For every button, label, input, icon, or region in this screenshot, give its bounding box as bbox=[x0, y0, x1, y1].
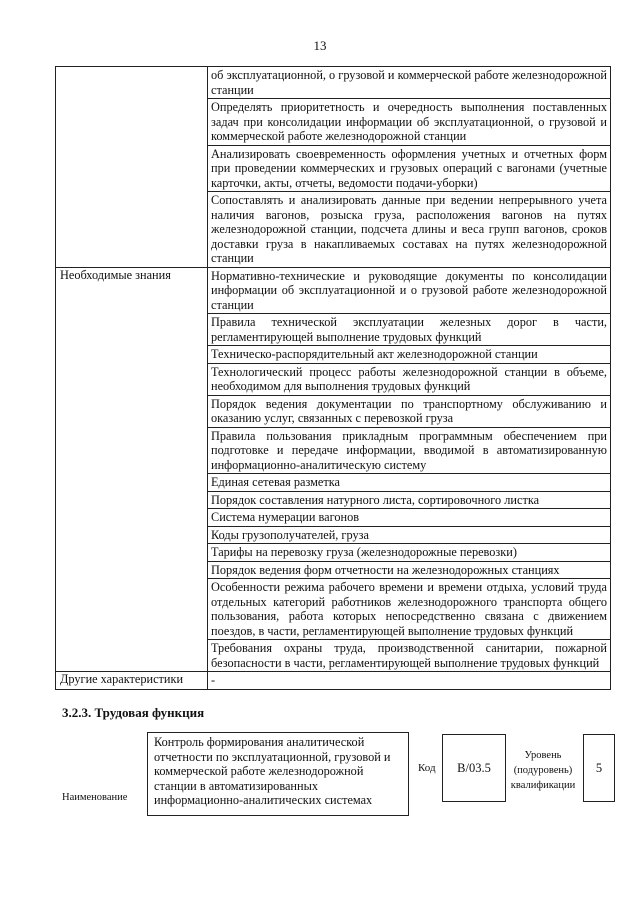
row-description-cell: Тарифы на перевозку груза (железнодорожные перевозки) bbox=[208, 544, 611, 562]
competency-table bbox=[55, 66, 611, 690]
row-description-cell: Анализировать своевременность оформления учетных и отчетных форм при проведении коммерческих и грузовых операций с вагонами (учетные карточки, акты, отчеты, ведомости подачи-уборки) bbox=[208, 145, 611, 192]
function-code-label: Код bbox=[418, 762, 436, 774]
function-name-box: Контроль формирования аналитической отчетности по эксплуатационной, грузовой и коммерческой работе железнодорожной станции в автоматизированных информационно-аналитических системах bbox=[147, 732, 409, 816]
table-row bbox=[56, 672, 611, 690]
row-description-cell: Особенности режима рабочего времени и времени отдыха, условий труда отдельных категорий работников железнодорожного транспорта общего пользования, работа которых непосредственно связана с движением поездов, в части, регламентирующей выполнение трудовых функций bbox=[208, 579, 611, 640]
row-description-cell: Сопоставлять и анализировать данные при ведении непрерывного учета наличия вагонов, розыска груза, расположения вагонов на путях железнодорожной станции, подсчета длины и веса групп вагонов, сроков доставки груза в накапливаемых составах на путях железнодорожной станции bbox=[208, 192, 611, 268]
row-label-cell: Необходимые знания bbox=[56, 267, 208, 672]
row-description-cell: Единая сетевая разметка bbox=[208, 474, 611, 492]
function-code-box: B/03.5 bbox=[442, 734, 506, 802]
row-description-cell: Нормативно-технические и руководящие документы по консолидации информации об эксплуатационной и о грузовой работе железнодорожной станции bbox=[208, 267, 611, 314]
row-description-cell: Правила пользования прикладным программным обеспечением при подготовке и передаче информации, вводимой в автоматизированную информационно-аналитическую систему bbox=[208, 427, 611, 474]
function-name-label: Наименование bbox=[62, 792, 128, 803]
row-description-cell: Правила технической эксплуатации железных дорог в части, регламентирующей выполнение трудовых функций bbox=[208, 314, 611, 346]
row-label-cell bbox=[56, 67, 208, 268]
section-heading: 3.2.3. Трудовая функция bbox=[62, 705, 205, 720]
qualification-level-label: Уровень (подуровень) квалификации bbox=[510, 750, 576, 791]
row-description-cell: Порядок составления натурного листа, сортировочного листка bbox=[208, 491, 611, 509]
row-description-cell: Порядок ведения документации по транспортному обслуживанию и оказанию услуг, связанных с перевозкой груза bbox=[208, 395, 611, 427]
row-description-cell: об эксплуатационной, о грузовой и коммерческой работе железнодорожной станции bbox=[208, 67, 611, 99]
row-description-cell: Система нумерации вагонов bbox=[208, 509, 611, 527]
row-description-cell: Технологический процесс работы железнодорожной станции в объеме, необходимом для выполнения трудовых функций bbox=[208, 363, 611, 395]
table-row bbox=[56, 67, 611, 99]
row-description-cell: Определять приоритетность и очередность выполнения поставленных задач при консолидации информации об эксплуатационной, о грузовой и коммерческой работе железнодорожной станции bbox=[208, 99, 611, 146]
page-number: 13 bbox=[313, 38, 327, 53]
row-label-cell: Другие характеристики bbox=[56, 672, 208, 690]
table-row bbox=[56, 267, 611, 314]
qualification-level-box: 5 bbox=[583, 734, 615, 802]
row-description-cell: Требования охраны труда, производственной санитарии, пожарной безопасности в части, регламентирующей выполнение трудовых функций bbox=[208, 640, 611, 672]
row-description-cell: Порядок ведения форм отчетности на железнодорожных станциях bbox=[208, 561, 611, 579]
row-description-cell: Коды грузополучателей, груза bbox=[208, 526, 611, 544]
row-description-cell: Техническо-распорядительный акт железнодорожной станции bbox=[208, 346, 611, 364]
row-description-cell: - bbox=[208, 672, 611, 690]
table-body bbox=[56, 67, 611, 690]
